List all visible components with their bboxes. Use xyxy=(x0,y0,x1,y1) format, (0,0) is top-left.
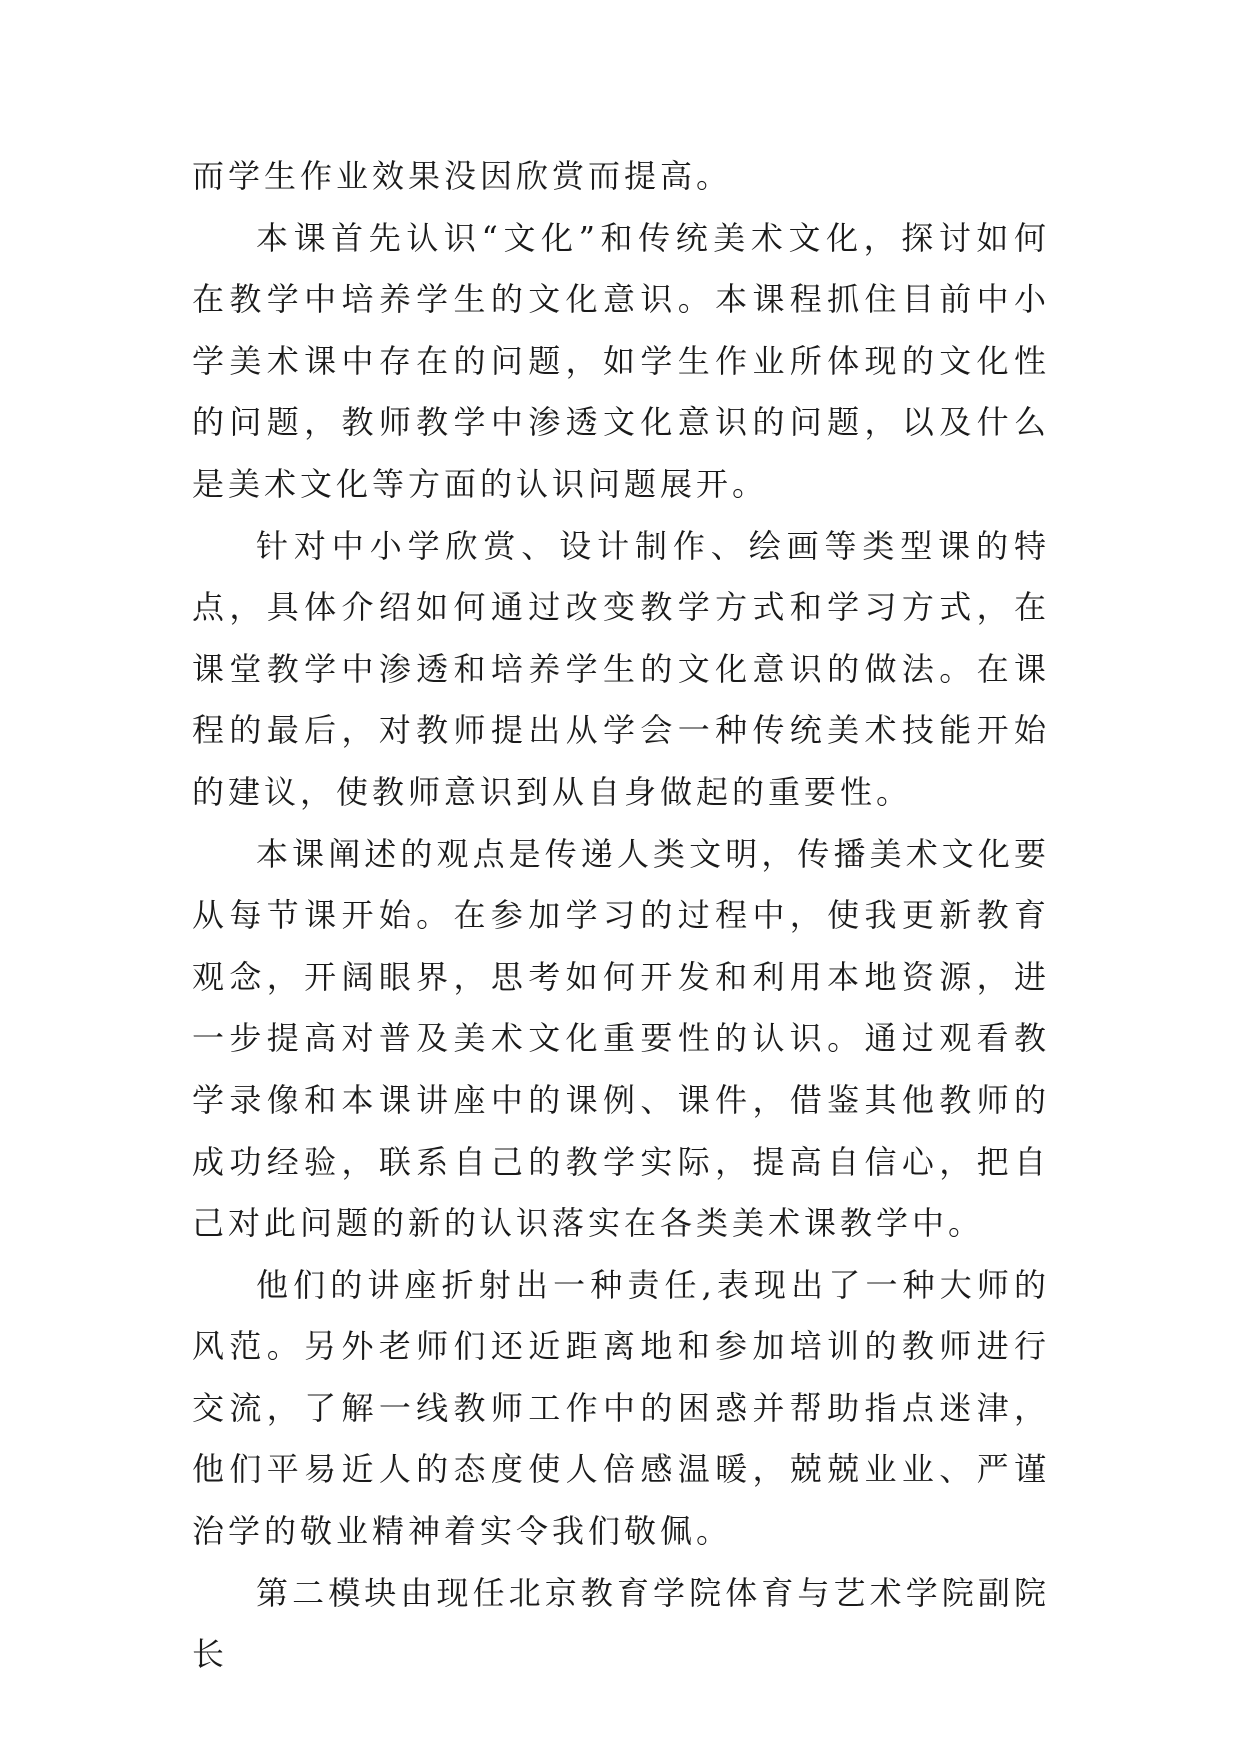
paragraph-5: 他们的讲座折射出一种责任,表现出了一种大师的风范。另外老师们还近距离地和参加培训的教师进行交流，了解一线教师工作中的困惑并帮助指点迷津，他们平易近人的态度使人倍感温暖，兢兢业业、严谨治学的敬业精神着实令我们敬佩。 xyxy=(192,1265,1050,1551)
paragraph-3: 针对中小学欣赏、设计制作、绘画等类型课的特点，具体介绍如何通过改变教学方式和学习方式，在课堂教学中渗透和培养学生的文化意识的做法。在课程的最后，对教师提出从学会一种传统美术技能开始的建议，使教师意识到从自身做起的重要性。 xyxy=(192,526,1050,811)
paragraph-1: 而学生作业效果没因欣赏而提高。 xyxy=(192,157,733,195)
paragraph-4: 本课阐述的观点是传递人类文明，传播美术文化要从每节课开始。在参加学习的过程中，使我更新教育观念，开阔眼界，思考如何开发和利用本地资源，进一步提高对普及美术文化重要性的认识。通过观看教学录像和本课讲座中的课例、课件，借鉴其他教师的成功经验，联系自己的教学实际，提高自信心，把自己对此问题的新的认识落实在各类美术课教学中。 xyxy=(192,834,1050,1243)
paragraph-2: 本课首先认识“文化”和传统美术文化，探讨如何在教学中培养学生的文化意识。本课程抓住目前中小学美术课中存在的问题，如学生作业所体现的文化性的问题，教师教学中渗透文化意识的问题，以及什么是美术文化等方面的认识问题展开。 xyxy=(192,218,1050,503)
body-text xyxy=(192,146,1050,1686)
paragraph-6: 第二模块由现任北京教育学院体育与艺术学院副院长 xyxy=(192,1573,1050,1674)
